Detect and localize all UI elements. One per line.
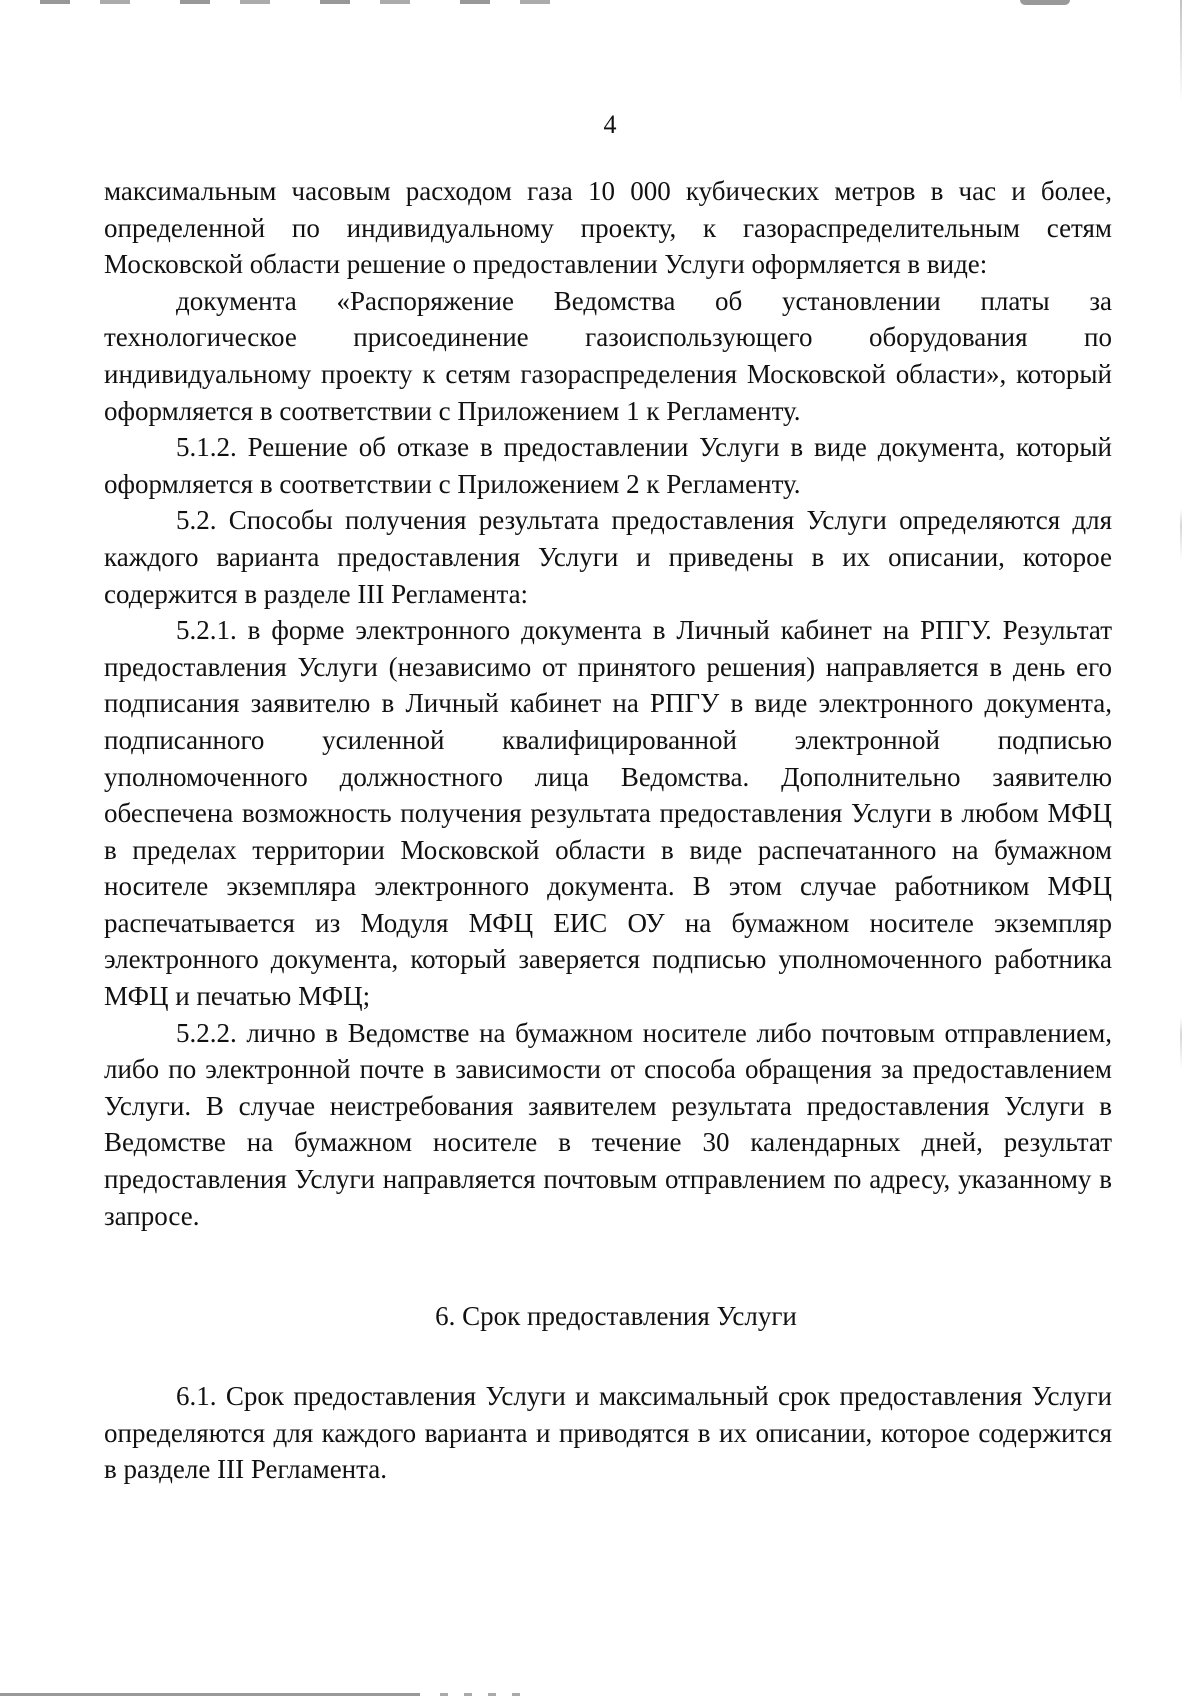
section-body-text xyxy=(104,1378,1112,1488)
paragraph-document-type: документа «Распоряжение Ведомства об установлении платы за технологическое присоединение газоиспользующего оборудования по индивидуальному проекту к сетям газораспределения Московской области», который оформляется в соответствии с Приложением 1 к Регламенту. xyxy=(104,285,1112,426)
paragraph-5-1-2: 5.1.2. Решение об отказе в предоставлении Услуги в виде документа, который оформляется в соответствии с Приложением 2 к Регламенту. xyxy=(104,432,1112,499)
page-number: 4 xyxy=(603,110,617,139)
body-text xyxy=(104,173,1112,1234)
paragraph-5-2-1: 5.2.1. в форме электронного документа в Личный кабинет на РПГУ. Результат предоставления Услуги (независимо от принятого решения) направляется в день его подписания заявителю в Личный кабинет на РПГУ в виде электронного документа, подписанного усиленной квалифицированной электронной подписью уполномоченного должностного лица Ведомства. Дополнительно заявителю обеспечена возможность получения результата предоставления Услуги в любом МФЦ в пределах территории Московской области в виде распечатанного на бумажном носителе экземпляра электронного документа. В этом случае работником МФЦ распечатывается из Модуля МФЦ ЕИС ОУ на бумажном носителе экземпляр электронного документа, который заверяется подписью уполномоченного работника МФЦ и печатью МФЦ; xyxy=(104,615,1112,1012)
paragraph-5-2: 5.2. Способы получения результата предоставления Услуги определяются для каждого варианта предоставления Услуги и приведены в их описании, которое содержится в разделе III Регламента: xyxy=(104,505,1112,609)
section-heading: 6. Срок предоставления Услуги xyxy=(435,1301,797,1331)
scan-artifact-right-edge xyxy=(1180,0,1182,1696)
paragraph-6-1: 6.1. Срок предоставления Услуги и максимальный срок предоставления Услуги определяются для каждого варианта и приводятся в их описании, которое содержится в разделе III Регламента. xyxy=(104,1381,1112,1485)
paragraph-continuation: максимальным часовым расходом газа 10 000 кубических метров в час и более, определенной по индивидуальному проекту, к газораспределительным сетям Московской области решение о предоставлении Услуги оформляется в виде: xyxy=(104,176,1112,280)
paragraph-5-2-2: 5.2.2. лично в Ведомстве на бумажном носителе либо почтовым отправлением, либо по электронной почте в зависимости от способа обращения за предоставлением Услуги. В случае неистребования заявителем результата предоставления Услуги в Ведомстве на бумажном носителе в течение 30 календарных дней, результат предоставления Услуги направляется почтовым отправлением по адресу, указанному в запросе. xyxy=(104,1017,1112,1231)
scan-artifact-top-right xyxy=(1020,0,1070,5)
scan-artifact-top xyxy=(40,0,560,4)
